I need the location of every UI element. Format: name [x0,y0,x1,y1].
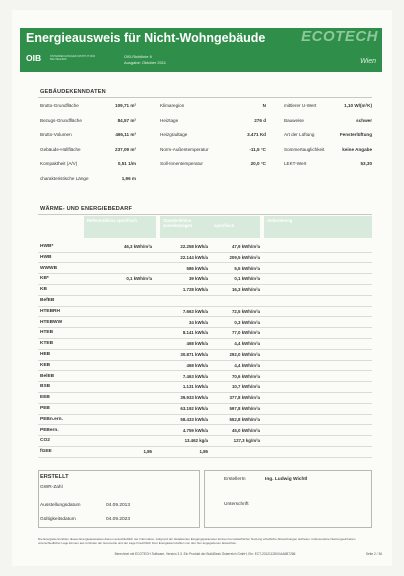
energy-value-specific: 377,8 kWh/m²a [229,395,260,401]
energy-row-label: KEB [40,362,51,368]
building-data-v3: schwer [356,117,372,123]
energy-value-reference: 0,1 kWh/m³a [126,276,152,282]
building-data-l2: Heizgradtage [160,132,188,137]
building-data-l2: Heiztage [160,117,179,123]
energy-row-label: WWWB [40,265,58,271]
energy-value-specific: 552,8 kWh/m²a [229,416,260,422]
energy-value-specific: 0,1 kWh/m³a [234,276,260,282]
issue-date-value: 04.09.2013 [106,503,131,508]
energy-value-specific: 70,6 kWh/m²a [231,373,260,379]
energy-value-specific: 597,8 kWh/m²a [229,406,260,411]
building-data-v3: 1,10 W/(m²K) [344,103,372,108]
energy-row-label: HWB* [40,244,54,249]
energy-value-location: 39 kWh/a [188,276,208,282]
energy-row-label: PEB [40,406,50,411]
building-data-l2: Norm-Außentemperatur [160,146,209,152]
energy-value-specific: 0,3 kWh/m²a [234,319,260,325]
oib-subtitle: ÖSTERREICHISCHES INSTITUT FÜR BAUTECHNIK [50,55,96,61]
section-title-issued: ERSTELLT [40,474,69,480]
building-data-l3: LEKT-Wert [284,161,307,166]
energy-value-specific: 292,0 kWh/m²a [229,352,260,357]
energy-value-location: 468 kWh/a [186,341,208,347]
column-header-reference-label: Referenzklima spezifisch [87,218,137,223]
energy-value-location: 13.462 kg/a [184,438,208,444]
energy-row-label: HTEB [40,330,54,336]
energy-row-label: KTEB [40,341,54,347]
column-header-reference [84,216,156,238]
energy-value-location: 1.131 kWh/a [182,384,208,390]
building-data-v1: 0,51 1/m [117,161,136,166]
energy-value-specific: 4,4 kWh/m²a [234,362,260,368]
energy-value-location: 58.433 kWh/a [180,416,208,422]
building-data-v3: keine Angabe [342,146,372,152]
building-data-l1: Bezugs-Grundfläche [40,117,82,123]
energy-row-label: KB [40,287,47,293]
row-divider [38,327,372,328]
energy-row-label: fGEE [40,449,52,455]
energy-value-location: 22.258 kWh/a [180,244,208,249]
row-divider [38,316,372,317]
row-divider [38,273,372,274]
energy-value-location: 4.759 kWh/a [182,427,208,433]
energy-value-specific: 72,5 kWh/m²a [231,308,260,314]
energy-value-specific: 5,5 kWh/m²a [234,265,260,271]
energy-value-specific: 4,4 kWh/m²a [234,341,260,347]
building-data-l3: Art der Lüftung [284,132,315,137]
energy-value-location: 34 kWh/a [188,319,208,325]
row-divider [38,392,372,393]
building-data-l1: Gebäude-Hüllfläche [40,146,81,152]
energy-row-label: PEBn.ern. [40,416,63,422]
energy-value-specific: 127,3 kg/m²a [233,438,260,444]
column-header-requirement-label: Anforderung [267,218,293,223]
software-credit: Berechnet mit ECOTECH Software, Version 3.3. Ein Produkt der BuildDesk Österreich GmbH, Ein: ECT-20121128XXAA6B7286 [114,552,296,556]
column-header-location-label: Standortklima zonenbezogen [163,218,193,228]
column-header-location [160,216,260,238]
energy-value-specific: 77,0 kWh/m²a [231,330,260,336]
energy-row-label: BefEB [40,298,55,303]
energy-value-location: 39.933 kWh/a [180,395,208,401]
energy-row-label: HTEBWW [40,319,63,325]
valid-date-label: Gültigkeitsdatum [40,517,76,522]
guideline-reference [124,54,166,65]
energy-value-location: 7.463 kWh/a [182,373,208,379]
building-data-v1: 84,57 m² [117,117,136,123]
brand-logo: ECOTECH [301,28,378,45]
energy-value-specific: 47,9 kWh/m³a [231,244,260,249]
issue-date-label: Ausstellungsdatum [40,503,81,508]
row-divider [38,338,372,339]
energy-value-location: 63.192 kWh/a [180,406,208,411]
building-data-v1: 1,96 m [121,175,136,181]
building-data-v3: Fensterlüftung [339,132,372,137]
row-divider [38,349,372,350]
building-data-v2: 20,0 °C [250,161,266,166]
row-divider [38,381,372,382]
gwr-label: GWR-Zahl [40,485,63,490]
energy-row-label: HEB [40,352,51,357]
energy-row-label: BelEB [40,373,55,379]
row-divider [38,295,372,296]
energy-value-location: 1,86 [199,449,208,455]
row-divider [38,446,372,447]
building-data-l1: Brutto-Volumen [40,132,72,137]
building-data-l3: mittlerer U-Wert [284,103,317,108]
section-divider [38,97,372,98]
row-divider [38,252,372,253]
disclaimer-text: Die Energiekennzahlen dieses Energieausweises dienen ausschließlich der Information. Aufgrund der idealisierten Eingangsparameter können bei tatsächlicher Nutzung erhebliche Abweichungen auftreten. Insbesondere Nutzungseinheiten unterschiedlicher Lage können aus Gründen der Geometrie und der Lage hinsichtlich ihrer Energiekennzahlen von den hier angegebenen abweichen. [38,537,356,545]
valid-date-value: 04.09.2023 [106,517,131,522]
header-band [20,28,382,72]
guideline-line-1: OIB-Richtlinie 6 [124,54,152,59]
building-data-l3: Sommertauglichkeit [284,146,325,152]
building-data-v2: 3.471 Kd [247,132,266,137]
row-divider [38,457,372,458]
energy-value-specific: 45,0 kWh/m²a [231,427,260,433]
city-label: Wien [360,58,376,65]
energy-value-reference: 46,3 kWh/m³a [123,244,152,249]
building-data-l3: Bauweise [284,117,304,123]
guideline-line-2: Ausgabe: Oktober 2011 [124,59,166,65]
signature-label: Unterschrift [224,502,249,507]
row-divider [38,435,372,436]
row-divider [38,306,372,307]
energy-value-location: 30.871 kWh/a [180,352,208,357]
energy-value-location: 586 kWh/a [186,265,208,271]
row-divider [38,403,372,404]
row-divider [38,414,372,415]
building-data-l2: Klimaregion [160,103,185,108]
energy-value-specific: 209,5 kWh/m²a [229,254,260,260]
energy-row-label: EEB [40,395,50,401]
building-data-v1: 465,11 m³ [115,132,136,137]
building-data-v2: N [262,103,266,108]
column-header-requirement [264,216,372,238]
row-divider [38,370,372,371]
energy-row-label: PEBern. [40,427,59,433]
energy-row-label: CO2 [40,438,50,444]
energy-row-label: HWB [40,254,52,260]
row-divider [38,424,372,425]
building-data-l1: charakteristische Länge [40,175,89,181]
building-data-v1: 109,71 m² [115,103,136,108]
row-divider [38,284,372,285]
building-data-l1: Brutto-Grundfläche [40,103,79,108]
energy-value-reference: 1,86 [143,449,152,455]
section-divider [38,214,372,215]
building-data-l1: Kompaktheit (A/V) [40,161,78,166]
energy-value-location: 22.144 kWh/a [180,254,208,260]
issuer-name: Ing. Ludwig Wichtl [265,477,308,482]
building-data-v1: 237,09 m² [115,146,136,152]
row-divider [38,262,372,263]
energy-row-label: KB* [40,276,49,282]
energy-row-label: HTEBRH [40,308,60,314]
document-title: Energieausweis für Nicht-Wohngebäude [26,31,266,45]
issuer-label: ErstellerIn [224,477,246,482]
building-data-l2: Soll-Innentemperatur [160,161,203,166]
building-data-v2: -11,5 °C [249,146,266,152]
section-title-energy-demand: WÄRME- UND ENERGIEBEDARF [40,206,133,212]
energy-value-specific: 16,3 kWh/m²a [231,287,260,293]
energy-row-label: BSB [40,384,51,390]
energy-value-location: 7.663 kWh/a [182,308,208,314]
oib-logo: OIB [26,53,42,63]
column-header-specific-label: spezifisch [214,223,235,228]
row-divider [38,360,372,361]
building-data-v3: 53,30 [360,161,372,166]
energy-value-location: 1.728 kWh/a [182,287,208,293]
building-data-v2: 276 d [254,117,266,123]
energy-value-location: 468 kWh/a [186,362,208,368]
section-title-building-data: GEBÄUDEKENNDATEN [40,89,106,95]
energy-value-location: 8.141 kWh/a [182,330,208,336]
energy-value-specific: 10,7 kWh/m²a [231,384,260,390]
page-number: Seite 2 / 36 [365,552,382,556]
